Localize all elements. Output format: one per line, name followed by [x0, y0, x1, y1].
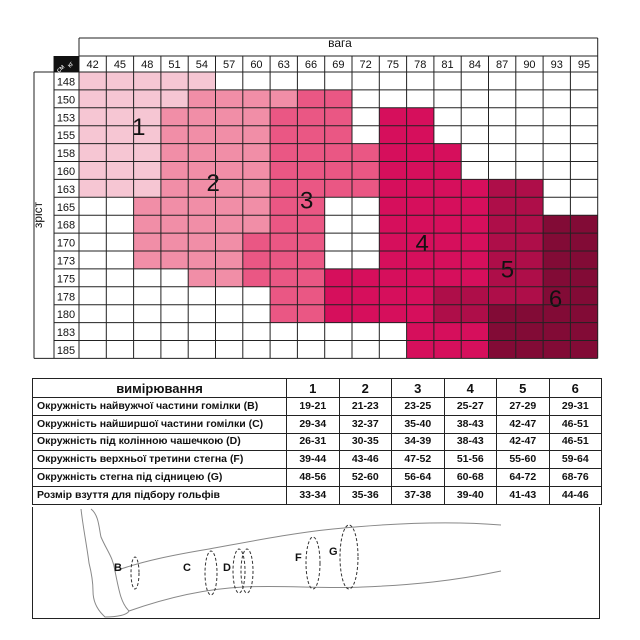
size-header: 1 [287, 379, 340, 398]
corner-cm: см [55, 63, 67, 75]
table-cell: 33-34 [287, 486, 340, 504]
y-tick-label: 168 [56, 219, 76, 232]
table-cell: 35-36 [339, 486, 392, 504]
table-cell: 60-68 [444, 469, 497, 487]
y-tick-label: 148 [56, 76, 76, 89]
size-header: 5 [497, 379, 550, 398]
x-tick-label: 84 [468, 59, 481, 71]
size-label-6: 6 [548, 286, 563, 314]
row-label: Розмір взуття для підбору гольфів [33, 486, 287, 504]
x-tick-label: 66 [304, 59, 318, 71]
leg-label-d: D [223, 562, 231, 574]
size-label-1: 1 [132, 114, 146, 142]
x-tick-label: 78 [414, 59, 427, 71]
table-cell: 37-38 [392, 486, 445, 504]
y-tick-label: 185 [56, 345, 76, 357]
x-tick-label: 90 [523, 59, 536, 71]
y-tick-label: 153 [56, 112, 76, 125]
row-label: Окружність під колінною чашечкою (D) [33, 433, 287, 451]
table-cell: 39-40 [444, 486, 497, 504]
table-cell: 23-25 [392, 398, 445, 416]
table-row [33, 451, 602, 469]
x-tick-label: 51 [168, 59, 181, 71]
leg-diagram [32, 507, 600, 619]
x-tick-label: 69 [332, 59, 345, 71]
x-tick-label: 60 [250, 59, 263, 71]
table-cell: 27-29 [497, 398, 550, 416]
table-cell: 32-37 [339, 415, 392, 433]
table-row [33, 486, 602, 504]
table-cell: 39-44 [287, 451, 340, 469]
table-cell: 34-39 [392, 433, 445, 451]
leg-label-f: F [295, 552, 302, 564]
size-region-cell [79, 144, 161, 198]
table-cell: 68-76 [549, 469, 602, 487]
y-tick-label: 178 [56, 291, 76, 304]
table-header-label: вимірювання [33, 379, 287, 398]
y-tick-label: 173 [56, 255, 76, 268]
table-cell: 25-27 [444, 398, 497, 416]
leg-label-c: C [183, 562, 191, 574]
table-cell: 43-46 [339, 451, 392, 469]
x-tick-label: 75 [386, 59, 400, 71]
corner-kg: кг [66, 60, 76, 70]
x-axis-label: вага [328, 36, 352, 50]
row-label: Окружність найширшої частини гомілки (С) [33, 415, 287, 433]
leg-ring-b [131, 557, 139, 589]
y-tick-label: 180 [56, 309, 76, 322]
x-tick-label: 45 [113, 59, 127, 71]
table-cell: 55-60 [497, 451, 550, 469]
size-header: 2 [339, 379, 392, 398]
size-header: 6 [549, 379, 602, 398]
table-cell: 46-51 [549, 415, 602, 433]
x-tick-label: 54 [195, 59, 208, 71]
size-header: 4 [444, 379, 497, 398]
table-header-row [33, 379, 602, 398]
measurement-table [32, 378, 602, 505]
leg-ring-g [340, 525, 358, 589]
x-tick-label: 57 [223, 59, 236, 71]
y-tick-label: 155 [56, 130, 76, 143]
size-label-5: 5 [500, 256, 515, 284]
row-label: Окружність стегна під сідницею (G) [33, 469, 287, 487]
x-tick-label: 95 [577, 59, 591, 71]
table-cell: 51-56 [444, 451, 497, 469]
size-label-2: 2 [206, 169, 220, 197]
y-tick-label: 183 [56, 327, 76, 340]
x-tick-label: 87 [496, 59, 509, 71]
x-tick-label: 72 [359, 59, 372, 71]
table-cell: 56-64 [392, 469, 445, 487]
size-header: 3 [392, 379, 445, 398]
x-tick-label: 93 [550, 59, 563, 71]
table-row [33, 469, 602, 487]
y-tick-label: 165 [56, 201, 76, 214]
table-cell: 26-31 [287, 433, 340, 451]
table-cell: 21-23 [339, 398, 392, 416]
table-cell: 46-51 [549, 433, 602, 451]
leg-ring-c [205, 551, 217, 595]
table-cell: 52-60 [339, 469, 392, 487]
table-cell: 42-47 [497, 433, 550, 451]
table-cell: 44-46 [549, 486, 602, 504]
size-region-cell [243, 269, 325, 287]
row-label: Окружність верхньої третини стегна (F) [33, 451, 287, 469]
table-cell: 35-40 [392, 415, 445, 433]
y-tick-label: 175 [56, 273, 76, 286]
row-label: Окружність найвужчої частини гомілки (B) [33, 398, 287, 416]
leg-lower-outline [129, 571, 501, 611]
x-tick-label: 63 [277, 59, 290, 71]
table-cell: 41-43 [497, 486, 550, 504]
leg-ring-f [306, 537, 320, 589]
y-tick-label: 150 [56, 94, 76, 107]
table-cell: 30-35 [339, 433, 392, 451]
y-tick-label: 170 [56, 237, 76, 250]
table-cell: 38-43 [444, 415, 497, 433]
table-cell: 29-34 [287, 415, 340, 433]
x-tick-label: 48 [141, 59, 154, 71]
table-row [33, 398, 602, 416]
table-cell: 59-64 [549, 451, 602, 469]
leg-label-b: B [114, 562, 122, 574]
y-tick-label: 158 [56, 148, 76, 161]
x-tick-label: 42 [86, 59, 99, 71]
table-row [33, 415, 602, 433]
table-cell: 38-43 [444, 433, 497, 451]
corner-cell [54, 56, 79, 74]
size-label-4: 4 [415, 230, 429, 258]
x-tick-label: 81 [441, 59, 454, 71]
table-cell: 47-52 [392, 451, 445, 469]
table-cell: 48-56 [287, 469, 340, 487]
table-cell: 19-21 [287, 398, 340, 416]
table-cell: 29-31 [549, 398, 602, 416]
table-cell: 42-47 [497, 415, 550, 433]
y-axis-label: зріст [31, 201, 45, 229]
size-label-3: 3 [299, 187, 314, 215]
y-tick-label: 160 [56, 166, 76, 178]
table-row [33, 433, 602, 451]
leg-label-g: G [329, 546, 338, 558]
y-tick-label: 163 [56, 183, 76, 196]
table-cell: 64-72 [497, 469, 550, 487]
